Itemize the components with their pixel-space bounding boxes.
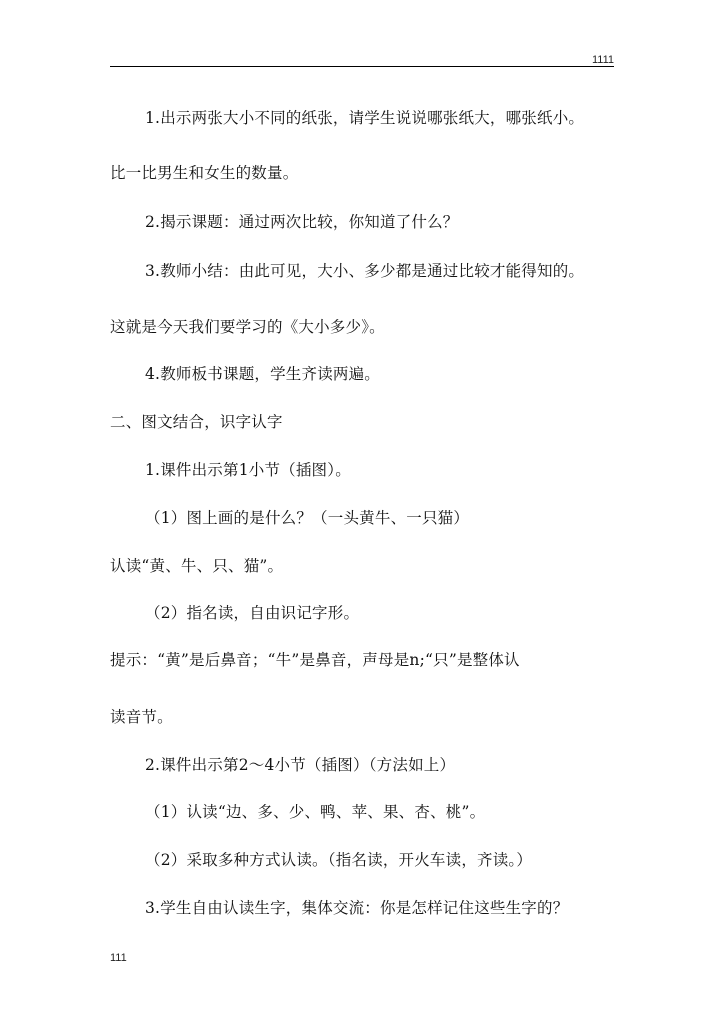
paragraph-line: （2）指名读，自由识记字形。 bbox=[145, 604, 360, 622]
paragraph-line: 提示：“黄”是后鼻音；“牛”是鼻音，声母是n;“只”是整体认 bbox=[110, 651, 520, 669]
paragraph-line: 3.教师小结：由此可见，大小、多少都是通过比较才能得知的。 bbox=[145, 262, 585, 280]
paragraph-line: （1）认读“边、多、少、鸭、苹、果、杏、桃”。 bbox=[145, 803, 486, 821]
paragraph-line: 4.教师板书课题，学生齐读两遍。 bbox=[145, 365, 380, 383]
header-page-number: 1111 bbox=[591, 54, 614, 66]
footer-page-number: 111 bbox=[110, 952, 127, 964]
paragraph-line: （2）采取多种方式认读。（指名读，开火车读，齐读。） bbox=[145, 851, 533, 869]
section-heading: 二、图文结合，识字认字 bbox=[110, 413, 283, 431]
paragraph-line: 1.出示两张大小不同的纸张，请学生说说哪张纸大，哪张纸小。 bbox=[145, 109, 585, 127]
paragraph-line: （1）图上画的是什么？（一头黄牛、一只猫） bbox=[145, 509, 470, 527]
paragraph-line: 这就是今天我们要学习的《大小多少》。 bbox=[110, 318, 385, 336]
paragraph-line: 比一比男生和女生的数量。 bbox=[110, 164, 299, 182]
paragraph-line: 2.课件出示第2～4小节（插图）（方法如上） bbox=[145, 756, 456, 774]
paragraph-line: 3.学生自由认读生字，集体交流：你是怎样记住这些生字的？ bbox=[145, 899, 569, 917]
paragraph-line: 读音节。 bbox=[110, 708, 173, 726]
paragraph-line: 认读“黄、牛、只、猫”。 bbox=[110, 557, 284, 575]
header-rule bbox=[110, 66, 614, 67]
paragraph-line: 2.揭示课题：通过两次比较，你知道了什么？ bbox=[145, 213, 459, 231]
paragraph-line: 1.课件出示第1小节（插图）。 bbox=[145, 461, 351, 479]
